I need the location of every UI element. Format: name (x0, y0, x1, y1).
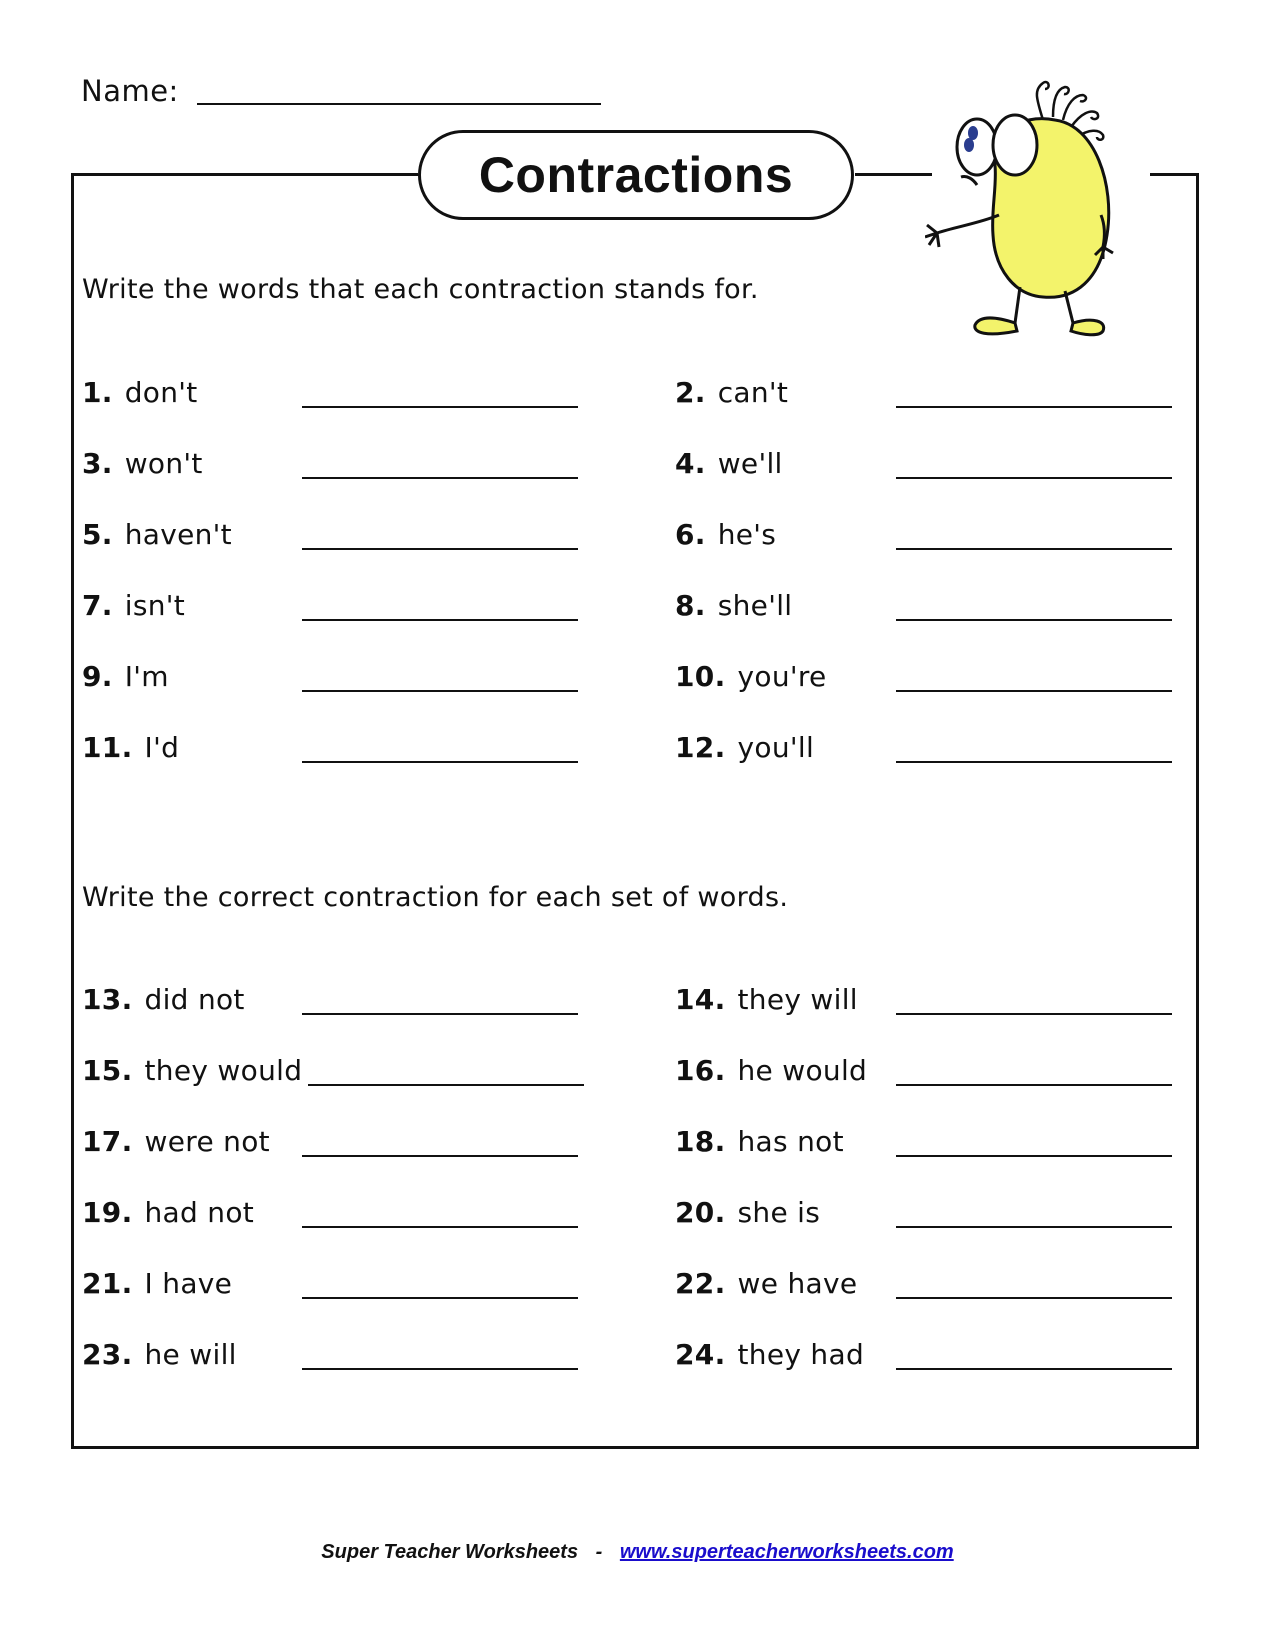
list-item: 7. isn't (82, 589, 186, 622)
list-item: 23. he will (82, 1338, 237, 1371)
worksheet-frame (71, 173, 1199, 1449)
list-item: 10. you're (675, 660, 827, 693)
answer-blank[interactable] (896, 1368, 1172, 1370)
list-item: 3. won't (82, 447, 203, 480)
answer-blank[interactable] (302, 406, 578, 408)
answer-blank[interactable] (896, 1226, 1172, 1228)
footer-brand: Super Teacher Worksheets (321, 1541, 579, 1563)
name-label: Name: (81, 74, 179, 108)
answer-blank[interactable] (302, 1155, 578, 1157)
answer-blank[interactable] (896, 1297, 1172, 1299)
answer-blank[interactable] (302, 619, 578, 621)
answer-blank[interactable] (896, 761, 1172, 763)
answer-blank[interactable] (896, 690, 1172, 692)
answer-blank[interactable] (302, 548, 578, 550)
answer-blank[interactable] (896, 1084, 1172, 1086)
monster-illustration (925, 75, 1170, 350)
footer-link[interactable]: www.superteacherworksheets.com (619, 1541, 954, 1563)
list-item: 16. he would (675, 1054, 868, 1087)
answer-blank[interactable] (302, 1013, 578, 1015)
list-item: 13. did not (82, 983, 245, 1016)
list-item: 14. they will (675, 983, 858, 1016)
list-item: 20. she is (675, 1196, 821, 1229)
answer-blank[interactable] (896, 406, 1172, 408)
list-item: 21. I have (82, 1267, 233, 1300)
answer-blank[interactable] (302, 1226, 578, 1228)
list-item: 5. haven't (82, 518, 232, 551)
list-item: 19. had not (82, 1196, 255, 1229)
section2-instruction: Write the correct contraction for each set of words. (82, 882, 789, 913)
section1-instruction: Write the words that each contraction stands for. (82, 274, 759, 305)
list-item: 24. they had (675, 1338, 865, 1371)
answer-blank[interactable] (302, 477, 578, 479)
list-item: 6. he's (675, 518, 777, 551)
list-item: 2. can't (675, 376, 789, 409)
answer-blank[interactable] (896, 477, 1172, 479)
list-item: 4. we'll (675, 447, 783, 480)
list-item: 8. she'll (675, 589, 793, 622)
list-item: 9. I'm (82, 660, 169, 693)
answer-blank[interactable] (896, 1155, 1172, 1157)
answer-blank[interactable] (308, 1084, 584, 1086)
answer-blank[interactable] (896, 1013, 1172, 1015)
list-item: 17. were not (82, 1125, 270, 1158)
answer-blank[interactable] (302, 1297, 578, 1299)
list-item: 12. you'll (675, 731, 815, 764)
list-item: 18. has not (675, 1125, 844, 1158)
list-item: 1. don't (82, 376, 198, 409)
answer-blank[interactable] (302, 1368, 578, 1370)
footer (0, 1541, 1275, 1564)
list-item: 15. they would (82, 1054, 303, 1087)
answer-blank[interactable] (302, 690, 578, 692)
answer-blank[interactable] (302, 761, 578, 763)
answer-blank[interactable] (896, 619, 1172, 621)
answer-blank[interactable] (896, 548, 1172, 550)
footer-separator: - (595, 1541, 603, 1563)
list-item: 11. I'd (82, 731, 180, 764)
page-title: Contractions (418, 130, 854, 220)
name-field[interactable] (197, 103, 601, 105)
list-item: 22. we have (675, 1267, 858, 1300)
